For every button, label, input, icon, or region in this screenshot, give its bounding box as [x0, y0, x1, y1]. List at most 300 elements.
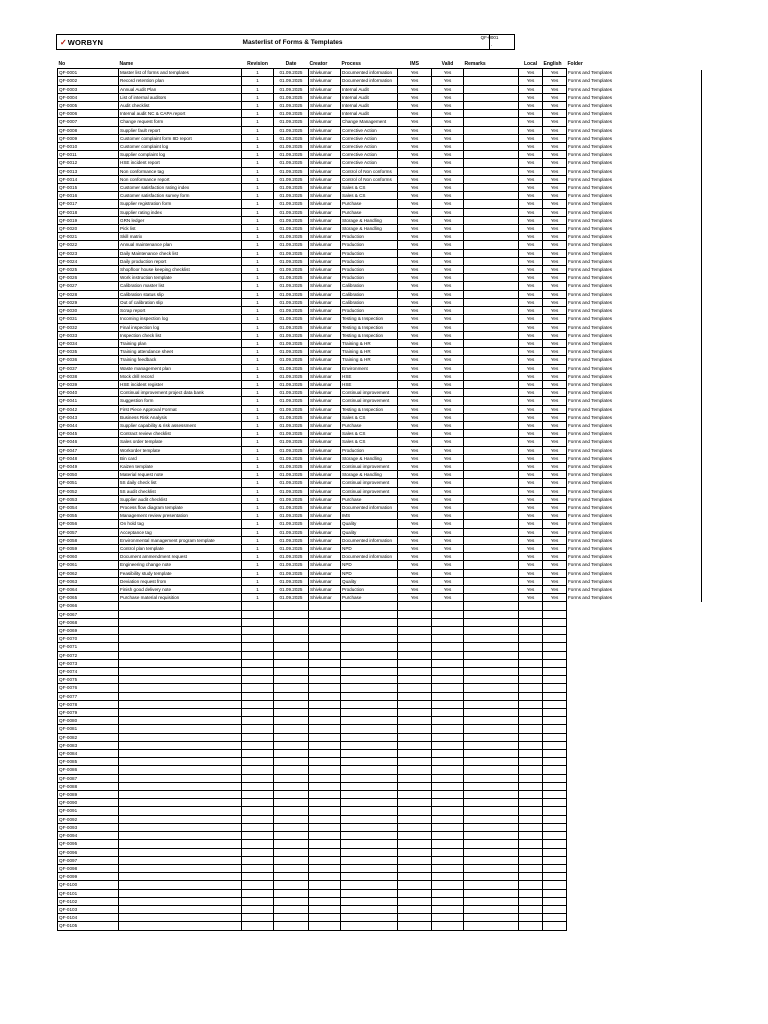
table-cell: Yes [432, 118, 464, 126]
table-cell: 01.09.2025 [274, 282, 309, 290]
table-cell: 1 [242, 479, 274, 487]
table-cell [464, 282, 519, 290]
table-cell [519, 791, 543, 799]
table-cell: QF-0076 [58, 684, 119, 692]
table-row [58, 569, 623, 577]
table-cell [543, 733, 567, 741]
table-cell [464, 643, 519, 651]
table-cell [567, 750, 623, 758]
table-cell: 1 [242, 274, 274, 282]
table-cell [519, 700, 543, 708]
table-cell: Yes [432, 315, 464, 323]
table-cell: 1 [242, 69, 274, 77]
table-row [58, 446, 623, 454]
table-cell [309, 700, 341, 708]
table-cell: QF-0050 [58, 471, 119, 479]
table-cell [242, 873, 274, 881]
table-cell [464, 791, 519, 799]
table-cell [274, 782, 309, 790]
table-cell [464, 741, 519, 749]
table-cell [242, 897, 274, 905]
table-cell: Yes [432, 479, 464, 487]
table-cell [309, 856, 341, 864]
table-cell: Audit checklist [119, 102, 242, 110]
table-cell: 1 [242, 85, 274, 93]
table-cell: Yes [543, 462, 567, 470]
table-cell: 01.09.2025 [274, 512, 309, 520]
table-cell: Yes [432, 364, 464, 372]
table-cell: Yes [398, 323, 432, 331]
table-cell [432, 758, 464, 766]
table-row [58, 873, 623, 881]
table-cell: Supplier capability & risk assessment [119, 421, 242, 429]
table-cell: Yes [543, 167, 567, 175]
table-cell: Forms and Templates [568, 496, 613, 502]
table-cell: 1 [242, 208, 274, 216]
table-cell: Internal Audit [341, 102, 398, 110]
table-cell [432, 659, 464, 667]
table-cell: Yes [432, 249, 464, 257]
table-cell: Yes [543, 110, 567, 118]
table-cell: 1 [242, 397, 274, 405]
table-cell: 01.09.2025 [274, 520, 309, 528]
table-cell: QF-0027 [58, 282, 119, 290]
table-cell [242, 864, 274, 872]
table-cell [119, 725, 242, 733]
table-cell: QF-0024 [58, 257, 119, 265]
table-cell: Shivkumar [309, 536, 341, 544]
table-cell: Inspection check list [119, 331, 242, 339]
table-row [58, 315, 623, 323]
table-cell: Corrective Action [341, 126, 398, 134]
table-cell: Forms and Templates [568, 267, 613, 273]
table-cell: Process flow diagram template [119, 503, 242, 511]
table-cell: QF-0021 [58, 233, 119, 241]
table-cell [543, 758, 567, 766]
table-cell: Yes [543, 446, 567, 454]
table-cell [398, 766, 432, 774]
table-row [58, 348, 623, 356]
table-cell [309, 766, 341, 774]
table-cell [119, 627, 242, 635]
table-cell [432, 733, 464, 741]
table-cell: Out of calibration slip [119, 298, 242, 306]
table-cell: Forms and Templates [568, 275, 613, 281]
table-cell: QF-0100 [58, 881, 119, 889]
table-cell: 1 [242, 553, 274, 561]
table-cell [119, 799, 242, 807]
table-cell [543, 914, 567, 922]
table-row [58, 897, 623, 905]
table-cell: Yes [398, 372, 432, 380]
table-cell [274, 733, 309, 741]
table-cell: Control plan template [119, 544, 242, 552]
table-cell: Yes [543, 397, 567, 405]
table-cell [432, 766, 464, 774]
table-cell: Yes [519, 159, 543, 167]
table-cell: Yes [519, 126, 543, 134]
table-cell: 1 [242, 77, 274, 85]
table-cell: 01.09.2025 [274, 167, 309, 175]
table-cell: Sales & CS [341, 413, 398, 421]
table-cell: Yes [543, 159, 567, 167]
table-cell: Yes [519, 471, 543, 479]
table-cell [242, 840, 274, 848]
table-cell [341, 758, 398, 766]
table-cell [543, 897, 567, 905]
table-cell: Yes [398, 454, 432, 462]
table-cell [274, 758, 309, 766]
table-cell: Shivkumar [309, 405, 341, 413]
table-cell [242, 922, 274, 930]
table-cell [341, 873, 398, 881]
table-cell: Forms and Templates [568, 349, 613, 355]
table-cell: Yes [432, 200, 464, 208]
table-cell: Yes [432, 594, 464, 602]
table-cell: 01.09.2025 [274, 93, 309, 101]
table-cell [398, 627, 432, 635]
table-cell: 01.09.2025 [274, 495, 309, 503]
table-cell: Yes [543, 323, 567, 331]
table-cell: Yes [519, 569, 543, 577]
table-cell [543, 659, 567, 667]
table-cell: Yes [398, 512, 432, 520]
table-cell [274, 848, 309, 856]
table-cell: Yes [432, 372, 464, 380]
table-row [58, 618, 623, 626]
table-cell: Customer complaint form 8D report [119, 134, 242, 142]
table-cell: Yes [432, 143, 464, 151]
table-cell: Shivkumar [309, 462, 341, 470]
table-cell: Yes [519, 134, 543, 142]
table-cell: Internal audit NC & CAPA report [119, 110, 242, 118]
table-row [58, 692, 623, 700]
table-cell: Yes [519, 553, 543, 561]
table-cell: QF-0017 [58, 200, 119, 208]
table-cell: Yes [398, 430, 432, 438]
table-cell: Yes [432, 430, 464, 438]
table-cell [567, 856, 623, 864]
table-cell [543, 627, 567, 635]
table-cell [464, 684, 519, 692]
table-cell [398, 823, 432, 831]
table-cell: QF-0067 [58, 610, 119, 618]
table-cell: QF-0010 [58, 143, 119, 151]
table-cell [464, 676, 519, 684]
table-cell [274, 807, 309, 815]
table-cell: Yes [519, 364, 543, 372]
table-cell [464, 69, 519, 77]
table-row [58, 397, 623, 405]
table-cell: Yes [398, 298, 432, 306]
table-row [58, 249, 623, 257]
table-cell [464, 914, 519, 922]
table-row [58, 627, 623, 635]
table-cell [567, 651, 623, 659]
table-cell [567, 684, 623, 692]
table-cell: Purchase [341, 200, 398, 208]
table-row [58, 766, 623, 774]
table-cell: Feasibility study template [119, 569, 242, 577]
table-cell: 01.09.2025 [274, 503, 309, 511]
table-row [58, 110, 623, 118]
table-cell: Yes [543, 69, 567, 77]
table-cell: QF-0001 [58, 69, 119, 77]
table-cell [398, 881, 432, 889]
table-cell [341, 864, 398, 872]
table-row [58, 700, 623, 708]
table-cell [119, 889, 242, 897]
table-row [58, 134, 623, 142]
table-cell [398, 873, 432, 881]
table-cell: QF-0077 [58, 692, 119, 700]
table-cell [519, 799, 543, 807]
table-cell: Yes [432, 569, 464, 577]
table-cell: QF-0105 [58, 922, 119, 930]
table-cell: Yes [432, 553, 464, 561]
table-cell: 01.09.2025 [274, 274, 309, 282]
table-cell [464, 274, 519, 282]
table-cell [119, 750, 242, 758]
table-cell: Shivkumar [309, 110, 341, 118]
table-cell: Yes [519, 421, 543, 429]
table-cell [432, 856, 464, 864]
table-cell: Environmental management program template [119, 536, 242, 544]
table-cell: 01.09.2025 [274, 85, 309, 93]
table-cell [309, 618, 341, 626]
table-cell: 1 [242, 356, 274, 364]
table-cell [519, 889, 543, 897]
table-cell [309, 905, 341, 913]
table-cell [398, 774, 432, 782]
table-cell [119, 643, 242, 651]
table-cell [341, 848, 398, 856]
table-cell: Forms and Templates [568, 242, 613, 248]
table-cell [432, 881, 464, 889]
table-cell: QF-0102 [58, 897, 119, 905]
table-cell: Shivkumar [309, 315, 341, 323]
table-cell [398, 799, 432, 807]
table-cell [567, 807, 623, 815]
table-cell [567, 676, 623, 684]
table-cell [543, 815, 567, 823]
table-cell: Yes [432, 216, 464, 224]
table-cell [242, 832, 274, 840]
table-cell [543, 700, 567, 708]
table-cell [464, 528, 519, 536]
table-cell: QF-0030 [58, 307, 119, 315]
table-cell [464, 659, 519, 667]
table-cell: Contract review checklist [119, 430, 242, 438]
table-cell: Yes [432, 184, 464, 192]
table-cell: QF-0036 [58, 356, 119, 364]
table-cell: Forms and Templates [568, 422, 613, 428]
table-cell: QF-0033 [58, 331, 119, 339]
table-cell: 1 [242, 569, 274, 577]
table-cell [341, 815, 398, 823]
table-cell: Forms and Templates [568, 365, 613, 371]
table-cell: Yes [543, 192, 567, 200]
table-cell [567, 618, 623, 626]
table-cell [309, 897, 341, 905]
table-cell: 1 [242, 151, 274, 159]
table-cell: Yes [398, 462, 432, 470]
table-cell: Forms and Templates [568, 373, 613, 379]
table-cell: 01.09.2025 [274, 225, 309, 233]
table-cell: Yes [543, 380, 567, 388]
table-cell [341, 635, 398, 643]
table-cell [543, 602, 567, 610]
table-cell: Engineering change note [119, 561, 242, 569]
table-cell: 1 [242, 454, 274, 462]
table-cell [119, 766, 242, 774]
table-cell: QF-0028 [58, 290, 119, 298]
table-cell [464, 216, 519, 224]
table-cell: Yes [398, 364, 432, 372]
table-cell: Shivkumar [309, 454, 341, 462]
table-cell: Yes [519, 274, 543, 282]
table-cell: Yes [432, 339, 464, 347]
table-row [58, 225, 623, 233]
table-cell: Deviation request from [119, 577, 242, 585]
table-cell [341, 668, 398, 676]
table-cell: Yes [398, 577, 432, 585]
table-cell [464, 356, 519, 364]
table-row [58, 733, 623, 741]
table-cell: Forms and Templates [568, 209, 613, 215]
table-cell [309, 889, 341, 897]
table-cell [119, 717, 242, 725]
table-cell: Yes [432, 233, 464, 241]
table-cell: 1 [242, 413, 274, 421]
table-cell: Forms and Templates [568, 357, 613, 363]
table-cell [341, 700, 398, 708]
table-row [58, 126, 623, 134]
table-cell [464, 430, 519, 438]
table-cell [464, 257, 519, 265]
table-cell [464, 372, 519, 380]
table-cell: Yes [543, 348, 567, 356]
table-cell: Yes [519, 93, 543, 101]
table-cell: Sales & CS [341, 184, 398, 192]
table-cell: Shivkumar [309, 348, 341, 356]
table-row [58, 118, 623, 126]
table-cell: QF-0044 [58, 421, 119, 429]
table-cell: Yes [543, 208, 567, 216]
table-cell: 1 [242, 102, 274, 110]
table-cell: Yes [543, 151, 567, 159]
table-cell: QF-0005 [58, 102, 119, 110]
table-cell [464, 774, 519, 782]
table-cell: QF-0039 [58, 380, 119, 388]
table-cell: Forms and Templates [568, 455, 613, 461]
table-cell: Yes [519, 438, 543, 446]
table-cell: Yes [398, 520, 432, 528]
table-cell: Purchase [341, 594, 398, 602]
table-cell: 1 [242, 233, 274, 241]
table-cell [242, 774, 274, 782]
table-cell [464, 651, 519, 659]
table-cell: QF-0047 [58, 446, 119, 454]
table-cell: Yes [432, 257, 464, 265]
column-header: Folder [567, 61, 583, 68]
table-cell: Shivkumar [309, 102, 341, 110]
table-cell: Forms and Templates [568, 587, 613, 592]
table-cell [341, 651, 398, 659]
table-cell: QF-0046 [58, 438, 119, 446]
table-cell: Yes [519, 315, 543, 323]
table-cell: Yes [432, 282, 464, 290]
table-row [58, 339, 623, 347]
table-cell [464, 512, 519, 520]
table-cell: Forms and Templates [568, 537, 613, 543]
table-cell [398, 659, 432, 667]
table-cell: Yes [543, 364, 567, 372]
table-cell: 01.09.2025 [274, 184, 309, 192]
table-cell: QF-0011 [58, 151, 119, 159]
table-cell: Yes [432, 544, 464, 552]
table-cell: Forms and Templates [568, 578, 613, 584]
table-cell: 01.09.2025 [274, 110, 309, 118]
table-cell: Forms and Templates [568, 570, 613, 576]
table-cell [309, 922, 341, 930]
table-cell: Yes [543, 569, 567, 577]
table-cell: Yes [398, 389, 432, 397]
table-cell: Shivkumar [309, 126, 341, 134]
table-cell: Purchase [341, 208, 398, 216]
table-cell [464, 290, 519, 298]
table-cell [341, 684, 398, 692]
table-row [58, 676, 623, 684]
table-cell [464, 397, 519, 405]
table-row [58, 610, 623, 618]
table-cell [567, 922, 623, 930]
table-cell: Shivkumar [309, 421, 341, 429]
table-cell [274, 856, 309, 864]
table-cell: Forms and Templates [568, 152, 613, 158]
table-cell: QF-0061 [58, 561, 119, 569]
table-cell [341, 692, 398, 700]
table-cell: Shivkumar [309, 298, 341, 306]
table-cell: Yes [398, 586, 432, 594]
table-cell [398, 791, 432, 799]
table-cell: Yes [543, 405, 567, 413]
table-cell [519, 856, 543, 864]
table-cell [464, 897, 519, 905]
table-cell: Forms and Templates [568, 185, 613, 191]
table-cell: Yes [398, 594, 432, 602]
table-cell: QF-0072 [58, 651, 119, 659]
table-cell: 01.09.2025 [274, 471, 309, 479]
table-cell: Yes [543, 544, 567, 552]
table-cell [567, 766, 623, 774]
table-cell: QF-0051 [58, 479, 119, 487]
table-cell [464, 618, 519, 626]
table-cell: Yes [519, 446, 543, 454]
table-cell: Shivkumar [309, 372, 341, 380]
table-cell: Shivkumar [309, 495, 341, 503]
table-cell [464, 561, 519, 569]
table-cell [398, 758, 432, 766]
table-cell: Yes [519, 512, 543, 520]
table-cell: 01.09.2025 [274, 446, 309, 454]
table-cell [519, 905, 543, 913]
table-cell: Documented information [341, 553, 398, 561]
table-row [58, 307, 623, 315]
table-cell: Yes [432, 110, 464, 118]
table-cell [519, 873, 543, 881]
table-cell [119, 905, 242, 913]
